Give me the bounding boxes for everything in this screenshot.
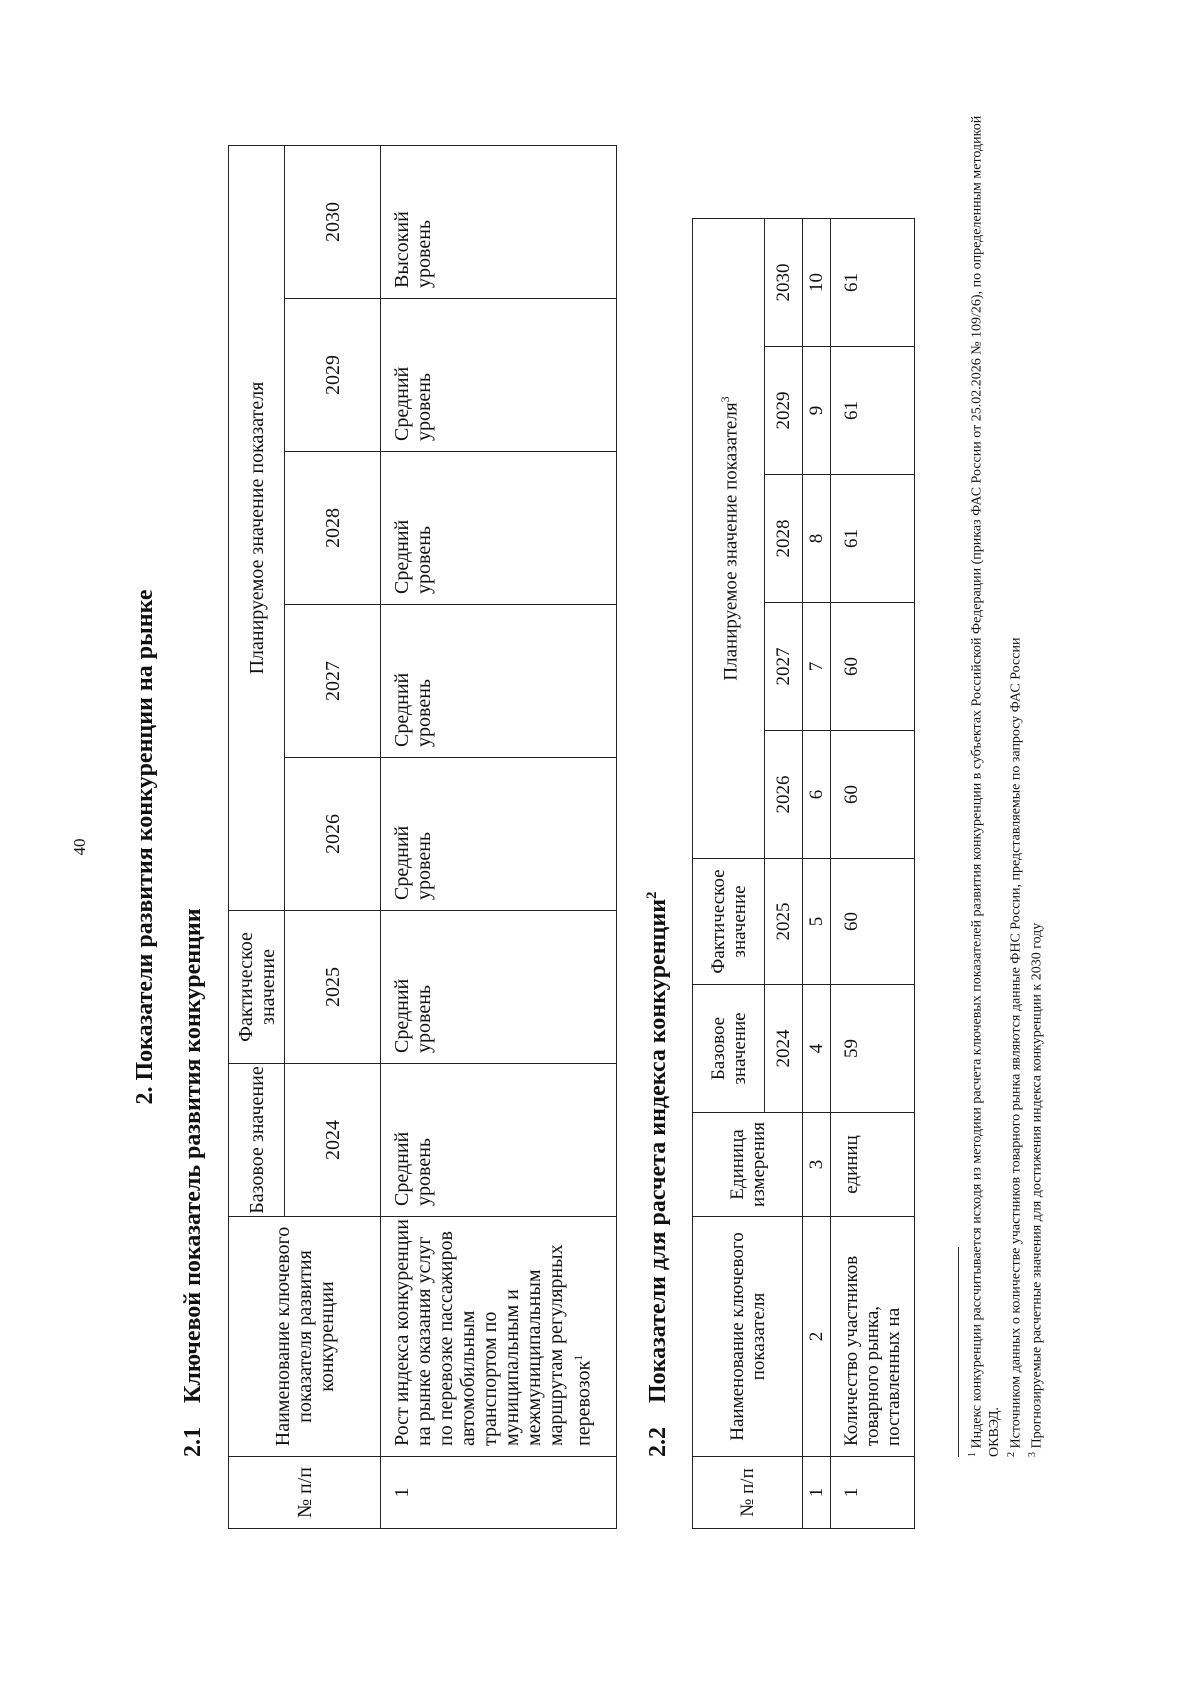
column-number: 3 bbox=[803, 1113, 831, 1217]
column-number: 6 bbox=[803, 731, 831, 859]
column-number: 2 bbox=[803, 1217, 831, 1457]
value-2028: 61 bbox=[831, 475, 915, 603]
header-num: № п/п bbox=[693, 1457, 803, 1529]
competition-index-table bbox=[692, 218, 915, 1529]
year-2029: 2029 bbox=[765, 347, 803, 475]
header-fact-value: Фактическое значение bbox=[693, 859, 765, 985]
value-2024: 59 bbox=[831, 985, 915, 1113]
section-2-2-heading bbox=[644, 891, 672, 1457]
footnote-1 bbox=[964, 97, 1003, 1457]
column-number: 4 bbox=[803, 985, 831, 1113]
footnote-ref-3: 3 bbox=[718, 396, 733, 403]
row-indicator-name: Количество участников товарного рынка, поставленных на bbox=[831, 1217, 915, 1457]
year-2028: 2028 bbox=[285, 452, 381, 605]
column-number: 7 bbox=[803, 603, 831, 731]
value-2028: Средний уровень bbox=[381, 452, 617, 605]
year-2025: 2025 bbox=[285, 911, 381, 1064]
year-2025: 2025 bbox=[765, 859, 803, 985]
footnote-2-text: Источником данных о количестве участников товарного рынка являются данные ФНС России, представляемые по запросу ФАС России bbox=[1008, 637, 1024, 1449]
year-2027: 2027 bbox=[285, 605, 381, 758]
year-2024: 2024 bbox=[765, 985, 803, 1113]
header-planned-value bbox=[693, 219, 765, 859]
year-2029: 2029 bbox=[285, 299, 381, 452]
row-indicator-name bbox=[381, 1217, 617, 1457]
value-2025: 60 bbox=[831, 859, 915, 985]
value-2027: Средний уровень bbox=[381, 605, 617, 758]
column-number: 10 bbox=[803, 219, 831, 347]
value-2029: 61 bbox=[831, 347, 915, 475]
footnote-ref-2: 2 bbox=[644, 891, 660, 899]
row-num: 1 bbox=[381, 1457, 617, 1529]
value-2026: 60 bbox=[831, 731, 915, 859]
header-base-value: Базовое значение bbox=[229, 1064, 285, 1217]
value-2030: 61 bbox=[831, 219, 915, 347]
header-base-value: Базовое значение bbox=[693, 985, 765, 1113]
year-2026: 2026 bbox=[765, 731, 803, 859]
footnote-mark-1: 1 bbox=[967, 1452, 978, 1457]
footnote-3 bbox=[1024, 97, 1046, 1457]
footnote-mark-3: 3 bbox=[1027, 1452, 1039, 1457]
header-indicator-name: Наименование ключевого показателя bbox=[693, 1217, 803, 1457]
header-indicator-name: Наименование ключевого показателя развития конкуренции bbox=[229, 1217, 381, 1457]
section-2-1-number: 2.1 bbox=[180, 1427, 206, 1457]
year-2024: 2024 bbox=[285, 1064, 381, 1217]
value-2024: Средний уровень bbox=[381, 1064, 617, 1217]
section-2-2-number: 2.2 bbox=[645, 1427, 671, 1457]
section-2-1-title: Ключевой показатель развития конкуренции bbox=[180, 908, 206, 1403]
value-2029: Средний уровень bbox=[381, 299, 617, 452]
year-2030: 2030 bbox=[285, 146, 381, 299]
row-unit: единиц bbox=[831, 1113, 915, 1217]
column-number: 1 bbox=[803, 1457, 831, 1529]
page-number: 40 bbox=[70, 838, 89, 856]
row-indicator-name-text: Рост индекса конкуренции на рынке оказания услуг по перевозке пассажиров автомобильным транспортом по муниципальным и межмуниципальным маршрутам регулярных перевозок bbox=[391, 1219, 595, 1446]
year-2027: 2027 bbox=[765, 603, 803, 731]
row-num: 1 bbox=[831, 1457, 915, 1529]
section-heading: 2. Показатели развития конкуренции на рынке bbox=[132, 589, 158, 1105]
footnote-separator bbox=[958, 1247, 959, 1457]
footnote-1-text: Индекс конкуренции рассчитывается исходя из методики расчета ключевых показателей развития конкуренции в субъектах Российской Федерации (приказ ФАС России от 25.02.2026 № 109/26), по определенным методикой ОКВЭД. bbox=[969, 115, 1002, 1457]
section-2-2-title: Показатели для расчета индекса конкуренции bbox=[645, 898, 671, 1403]
value-2026: Средний уровень bbox=[381, 758, 617, 911]
header-fact-value: Фактическое значение bbox=[229, 911, 285, 1064]
column-number: 5 bbox=[803, 859, 831, 985]
header-planned-value: Планируемое значение показателя bbox=[229, 146, 285, 911]
year-2028: 2028 bbox=[765, 475, 803, 603]
footnote-mark-2: 2 bbox=[1005, 1452, 1017, 1457]
footnote-3-text: Прогнозируемые расчетные значения для достижения индекса конкуренции к 2030 году bbox=[1029, 922, 1045, 1449]
header-planned-value-text: Планируемое значение показателя bbox=[720, 402, 742, 681]
footnote-ref-1: 1 bbox=[571, 1354, 585, 1361]
footnotes bbox=[964, 97, 1046, 1457]
footnote-2 bbox=[1003, 97, 1025, 1457]
year-2030: 2030 bbox=[765, 219, 803, 347]
value-2030: Высокий уровень bbox=[381, 146, 617, 299]
year-2026: 2026 bbox=[285, 758, 381, 911]
header-num: № п/п bbox=[229, 1457, 381, 1529]
section-2-1-heading bbox=[180, 908, 207, 1457]
header-unit: Единица измерения bbox=[693, 1113, 803, 1217]
column-number: 9 bbox=[803, 347, 831, 475]
value-2025: Средний уровень bbox=[381, 911, 617, 1064]
key-indicator-table bbox=[228, 145, 617, 1529]
value-2027: 60 bbox=[831, 603, 915, 731]
column-number: 8 bbox=[803, 475, 831, 603]
